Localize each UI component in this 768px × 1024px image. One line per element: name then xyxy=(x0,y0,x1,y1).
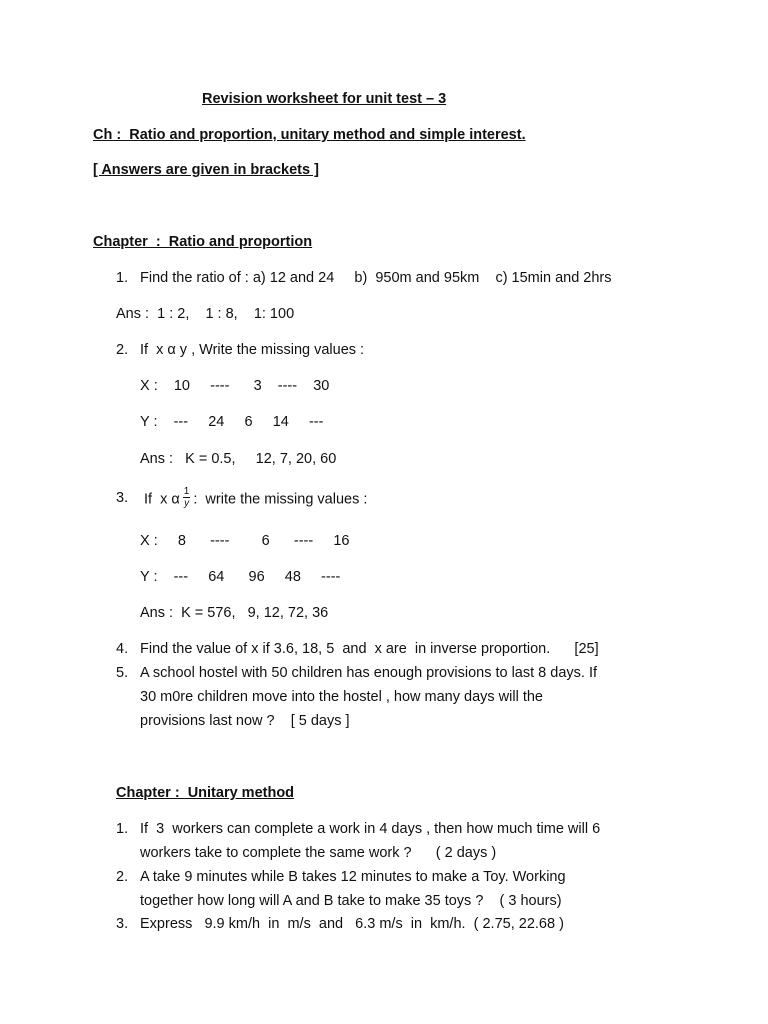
ratio-q1-number: 1. xyxy=(116,270,129,286)
ratio-q3-row-y: Y : --- 64 96 48 ---- xyxy=(140,569,341,585)
unitary-q3-number: 3. xyxy=(116,916,129,932)
ratio-q1-text: Find the ratio of : a) 12 and 24 b) 950m and 95km c) 15min and 2hrs xyxy=(140,270,612,286)
ratio-q5-line2: 30 m0re children move into the hostel , how many days will the xyxy=(140,689,543,705)
worksheet-title: Revision worksheet for unit test – 3 xyxy=(202,91,447,107)
chapters-line: Ch : Ratio and proportion, unitary method and simple interest. xyxy=(93,127,526,143)
ratio-q3-text-post: : write the missing values : xyxy=(193,491,368,508)
unitary-q1-line2: workers take to complete the same work ? ( 2 days ) xyxy=(140,845,497,861)
ratio-q3-text-pre: If x α xyxy=(144,491,180,508)
ratio-q3-number: 3. xyxy=(116,490,129,506)
ratio-q4-number: 4. xyxy=(116,641,129,657)
ratio-q5-number: 5. xyxy=(116,665,129,681)
ratio-q3-text xyxy=(144,488,367,511)
ratio-q2-row-x: X : 10 ---- 3 ---- 30 xyxy=(140,378,330,394)
unitary-q2-line1: A take 9 minutes while B takes 12 minutes to make a Toy. Working xyxy=(140,869,566,885)
ratio-q2-number: 2. xyxy=(116,342,129,358)
ratio-q2-row-y: Y : --- 24 6 14 --- xyxy=(140,414,324,430)
unitary-q1-number: 1. xyxy=(116,821,129,837)
inverse-fraction xyxy=(183,486,191,509)
ratio-q5-line1: A school hostel with 50 children has enough provisions to last 8 days. If xyxy=(140,665,598,681)
ratio-q3-row-x: X : 8 ---- 6 ---- 16 xyxy=(140,533,350,549)
fraction-denominator: y xyxy=(184,498,190,509)
unitary-q1-line1: If 3 workers can complete a work in 4 days , then how much time will 6 xyxy=(140,821,601,837)
unitary-chapter-heading: Chapter : Unitary method xyxy=(116,785,295,801)
answers-note: [ Answers are given in brackets ] xyxy=(93,162,319,178)
ratio-q1-answer: Ans : 1 : 2, 1 : 8, 1: 100 xyxy=(116,306,295,322)
unitary-q2-line2: together how long will A and B take to make 35 toys ? ( 3 hours) xyxy=(140,893,562,909)
ratio-q4-text: Find the value of x if 3.6, 18, 5 and x are in inverse proportion. [25] xyxy=(140,641,599,657)
ratio-q2-answer: Ans : K = 0.5, 12, 7, 20, 60 xyxy=(140,451,337,467)
unitary-q2-number: 2. xyxy=(116,869,129,885)
unitary-q3-text: Express 9.9 km/h in m/s and 6.3 m/s in km/h. ( 2.75, 22.68 ) xyxy=(140,916,564,932)
ratio-q5-line3: provisions last now ? [ 5 days ] xyxy=(140,713,350,729)
ratio-q3-answer: Ans : K = 576, 9, 12, 72, 36 xyxy=(140,605,329,621)
ratio-chapter-heading: Chapter : Ratio and proportion xyxy=(93,234,313,250)
ratio-q2-text: If x α y , Write the missing values : xyxy=(140,342,365,358)
fraction-numerator: 1 xyxy=(183,486,190,497)
